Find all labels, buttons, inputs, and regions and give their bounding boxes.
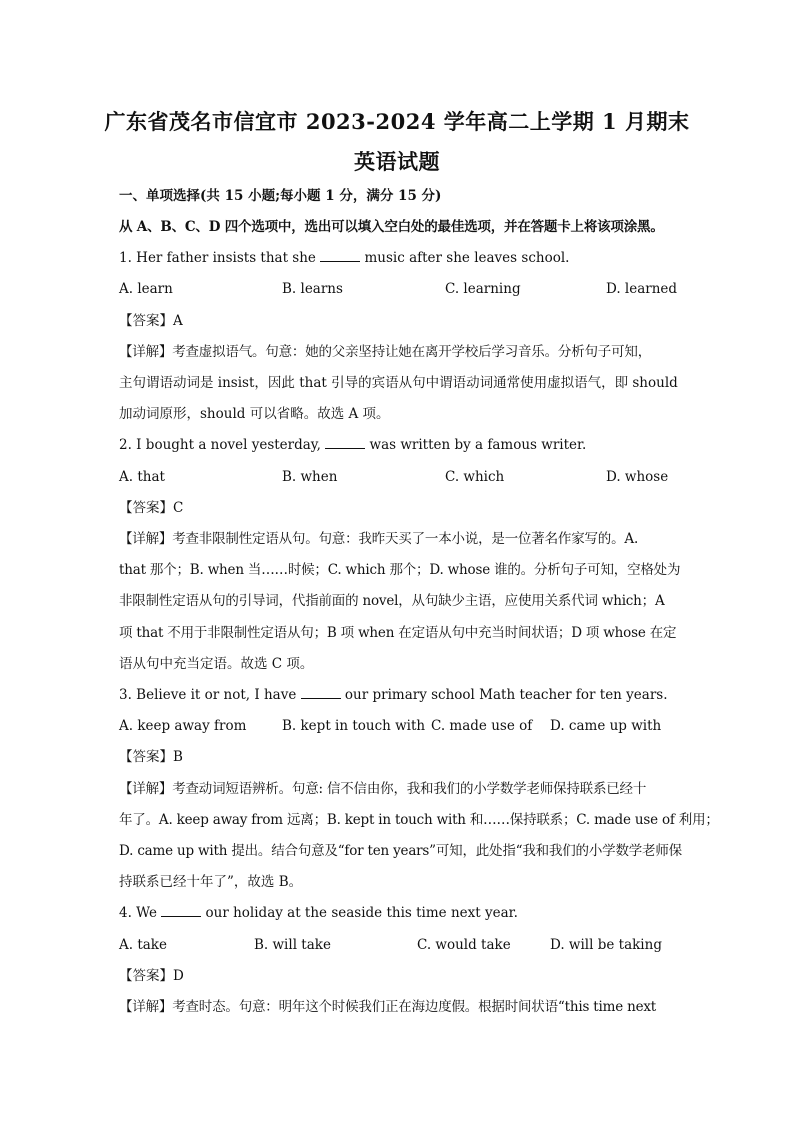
question-4-explanation-line: 【详解】考查时态。句意：明年这个时候我们正在海边度假。根据时间状语“this time next bbox=[119, 999, 657, 1015]
blank-line bbox=[301, 686, 341, 699]
question-2-explanation-line: 非限制性定语从句的引导词，代指前面的 novel，从句缺少主语，应使用关系代词 which；A bbox=[119, 593, 665, 609]
blank-line bbox=[325, 436, 365, 449]
question-2-option-b: B. when bbox=[282, 469, 338, 485]
stem-text: was written by a famous writer. bbox=[365, 437, 587, 453]
question-2-option-a: A. that bbox=[119, 469, 165, 485]
question-4-option-a: A. take bbox=[119, 937, 167, 953]
stem-text: 3. Believe it or not, I have bbox=[119, 687, 301, 703]
question-2-option-d: D. whose bbox=[606, 469, 669, 485]
question-4-option-d: D. will be taking bbox=[550, 937, 662, 953]
question-2-answer: 【答案】C bbox=[119, 500, 184, 516]
question-1-explanation-line: 【详解】考查虚拟语气。句意：她的父亲坚持让她在离开学校后学习音乐。分析句子可知， bbox=[119, 344, 651, 360]
question-2-explanation-line: 【详解】考查非限制性定语从句。句意：我昨天买了一本小说，是一位著名作家写的。A. bbox=[119, 531, 639, 547]
question-2-option-c: C. which bbox=[445, 469, 505, 485]
question-1-option-c: C. learning bbox=[445, 281, 521, 297]
question-3-answer: 【答案】B bbox=[119, 749, 183, 765]
question-3-explanation-line: 年了。A. keep away from 远离；B. kept in touch with 和……保持联系；C. made use of 利用； bbox=[119, 812, 719, 828]
blank-line bbox=[161, 904, 201, 917]
question-4-stem bbox=[119, 903, 689, 923]
question-3-option-d: D. came up with bbox=[550, 718, 662, 734]
exam-title-line-2: 英语试题 bbox=[354, 149, 440, 174]
question-1-option-b: B. learns bbox=[282, 281, 343, 297]
question-4-option-b: B. will take bbox=[254, 937, 331, 953]
question-3-explanation-line: 【详解】考查动词短语辨析。句意: 信不信由你，我和我们的小学数学老师保持联系已经十 bbox=[119, 781, 647, 797]
question-3-option-c: C. made use of bbox=[431, 718, 533, 734]
question-1-answer: 【答案】A bbox=[119, 313, 183, 329]
question-1-stem bbox=[119, 248, 689, 268]
question-2-stem bbox=[119, 435, 689, 455]
question-3-option-b: B. kept in touch with bbox=[282, 718, 426, 734]
question-4-option-c: C. would take bbox=[417, 937, 511, 953]
section-instruction: 从 A、B、C、D 四个选项中，选出可以填入空白处的最佳选项，并在答题卡上将该项涂黑。 bbox=[119, 219, 664, 235]
question-4-answer: 【答案】D bbox=[119, 968, 184, 984]
section-heading: 一、单项选择(共 15 小题;每小题 1 分，满分 15 分) bbox=[119, 188, 442, 204]
question-2-explanation-line: that 那个；B. when 当……时候；C. which 那个；D. whose 谁的。分析句子可知，空格处为 bbox=[119, 562, 681, 578]
stem-text: music after she leaves school. bbox=[360, 250, 570, 266]
question-3-option-a: A. keep away from bbox=[119, 718, 247, 734]
stem-text: 2. I bought a novel yesterday, bbox=[119, 437, 326, 453]
blank-line bbox=[320, 249, 360, 262]
question-1-explanation-line: 主句谓语动词是 insist，因此 that 引导的宾语从句中谓语动词通常使用虚拟语气，即 should bbox=[119, 375, 678, 391]
stem-text: our holiday at the seaside this time next year. bbox=[201, 905, 518, 921]
stem-text: 4. We bbox=[119, 905, 162, 921]
question-2-explanation-line: 项 that 不用于非限制性定语从句；B 项 when 在定语从句中充当时间状语；D 项 whose 在定 bbox=[119, 625, 677, 641]
exam-title-line-1: 广东省茂名市信宜市 2023-2024 学年高二上学期 1 月期末 bbox=[104, 109, 690, 134]
question-1-option-d: D. learned bbox=[606, 281, 678, 297]
question-1-option-a: A. learn bbox=[119, 281, 173, 297]
question-3-explanation-line: D. came up with 提出。结合句意及“for ten years”可知，此处指“我和我们的小学数学老师保 bbox=[119, 843, 682, 859]
stem-text: our primary school Math teacher for ten years. bbox=[340, 687, 668, 703]
question-3-stem bbox=[119, 685, 689, 705]
stem-text: 1. Her father insists that she bbox=[119, 250, 321, 266]
question-1-explanation-line: 加动词原形，should 可以省略。故选 A 项。 bbox=[119, 406, 390, 422]
question-2-explanation-line: 语从句中充当定语。故选 C 项。 bbox=[119, 656, 314, 672]
question-3-explanation-line: 持联系已经十年了”，故选 B。 bbox=[119, 874, 303, 890]
